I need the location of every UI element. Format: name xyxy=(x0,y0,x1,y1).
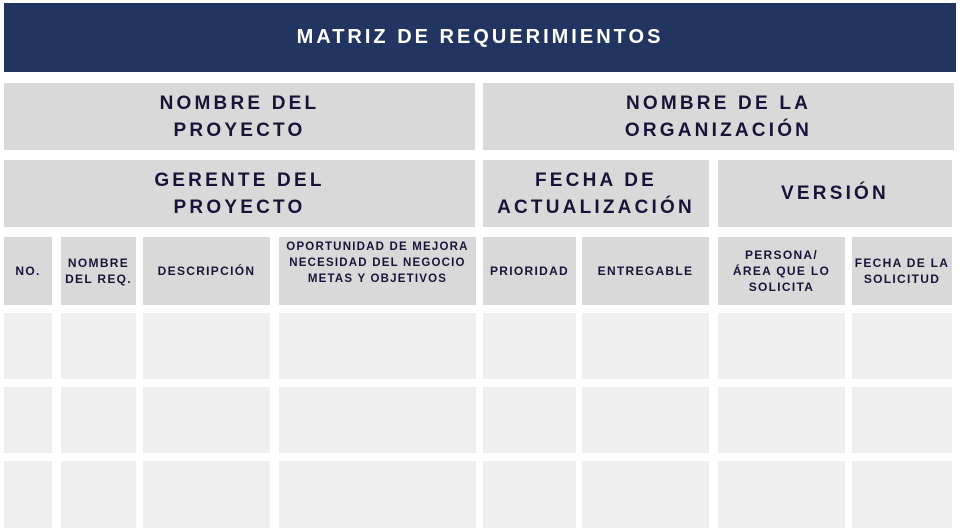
update-date-label: FECHA DE ACTUALIZACIÓN xyxy=(497,169,695,218)
cell-description[interactable] xyxy=(143,387,270,453)
cell-no[interactable] xyxy=(4,461,52,528)
cell-requester[interactable] xyxy=(718,461,845,528)
cell-opportunity[interactable] xyxy=(279,461,476,528)
cell-request-date[interactable] xyxy=(852,313,952,379)
cell-priority[interactable] xyxy=(483,387,576,453)
cell-deliverable[interactable] xyxy=(582,387,709,453)
column-header-request-date xyxy=(852,237,952,305)
organization-name-field[interactable] xyxy=(483,83,954,150)
project-manager-field[interactable] xyxy=(4,160,475,227)
organization-name-label: NOMBRE DE LA ORGANIZACIÓN xyxy=(624,92,813,141)
cell-no[interactable] xyxy=(4,387,52,453)
version-field[interactable] xyxy=(718,160,952,227)
column-header-priority: PRIORIDAD xyxy=(483,237,576,305)
cell-opportunity[interactable] xyxy=(279,387,476,453)
cell-description[interactable] xyxy=(143,461,270,528)
cell-request-date[interactable] xyxy=(852,387,952,453)
column-header-opportunity: OPORTUNIDAD DE MEJORA NECESIDAD DEL NEGOCIO METAS Y OBJETIVOS xyxy=(279,237,476,305)
cell-request-date[interactable] xyxy=(852,461,952,528)
cell-priority[interactable] xyxy=(483,461,576,528)
cell-no[interactable] xyxy=(4,313,52,379)
page-title: MATRIZ DE REQUERIMIENTOS xyxy=(4,3,956,72)
project-manager-label: GERENTE DEL PROYECTO xyxy=(154,169,325,218)
project-name-field[interactable] xyxy=(4,83,475,150)
column-header-description: DESCRIPCIÓN xyxy=(143,237,270,305)
column-header-requester: PERSONA/ ÁREA QUE LO SOLICITA xyxy=(718,237,845,305)
cell-deliverable[interactable] xyxy=(582,313,709,379)
update-date-field[interactable] xyxy=(483,160,709,227)
column-header-req-name xyxy=(61,237,136,305)
column-header-deliverable: ENTREGABLE xyxy=(582,237,709,305)
project-name-label: NOMBRE DEL PROYECTO xyxy=(159,92,320,141)
cell-req-name[interactable] xyxy=(61,387,136,453)
version-label: VERSIÓN xyxy=(781,183,889,204)
column-header-no: NO. xyxy=(4,237,52,305)
column-header-request-date-label: FECHA DE LA SOLICITUD xyxy=(854,256,950,286)
cell-deliverable[interactable] xyxy=(582,461,709,528)
cell-requester[interactable] xyxy=(718,387,845,453)
column-header-req-name-label: NOMBRE DEL REQ. xyxy=(65,256,132,286)
cell-opportunity[interactable] xyxy=(279,313,476,379)
cell-requester[interactable] xyxy=(718,313,845,379)
cell-description[interactable] xyxy=(143,313,270,379)
cell-req-name[interactable] xyxy=(61,461,136,528)
cell-req-name[interactable] xyxy=(61,313,136,379)
cell-priority[interactable] xyxy=(483,313,576,379)
